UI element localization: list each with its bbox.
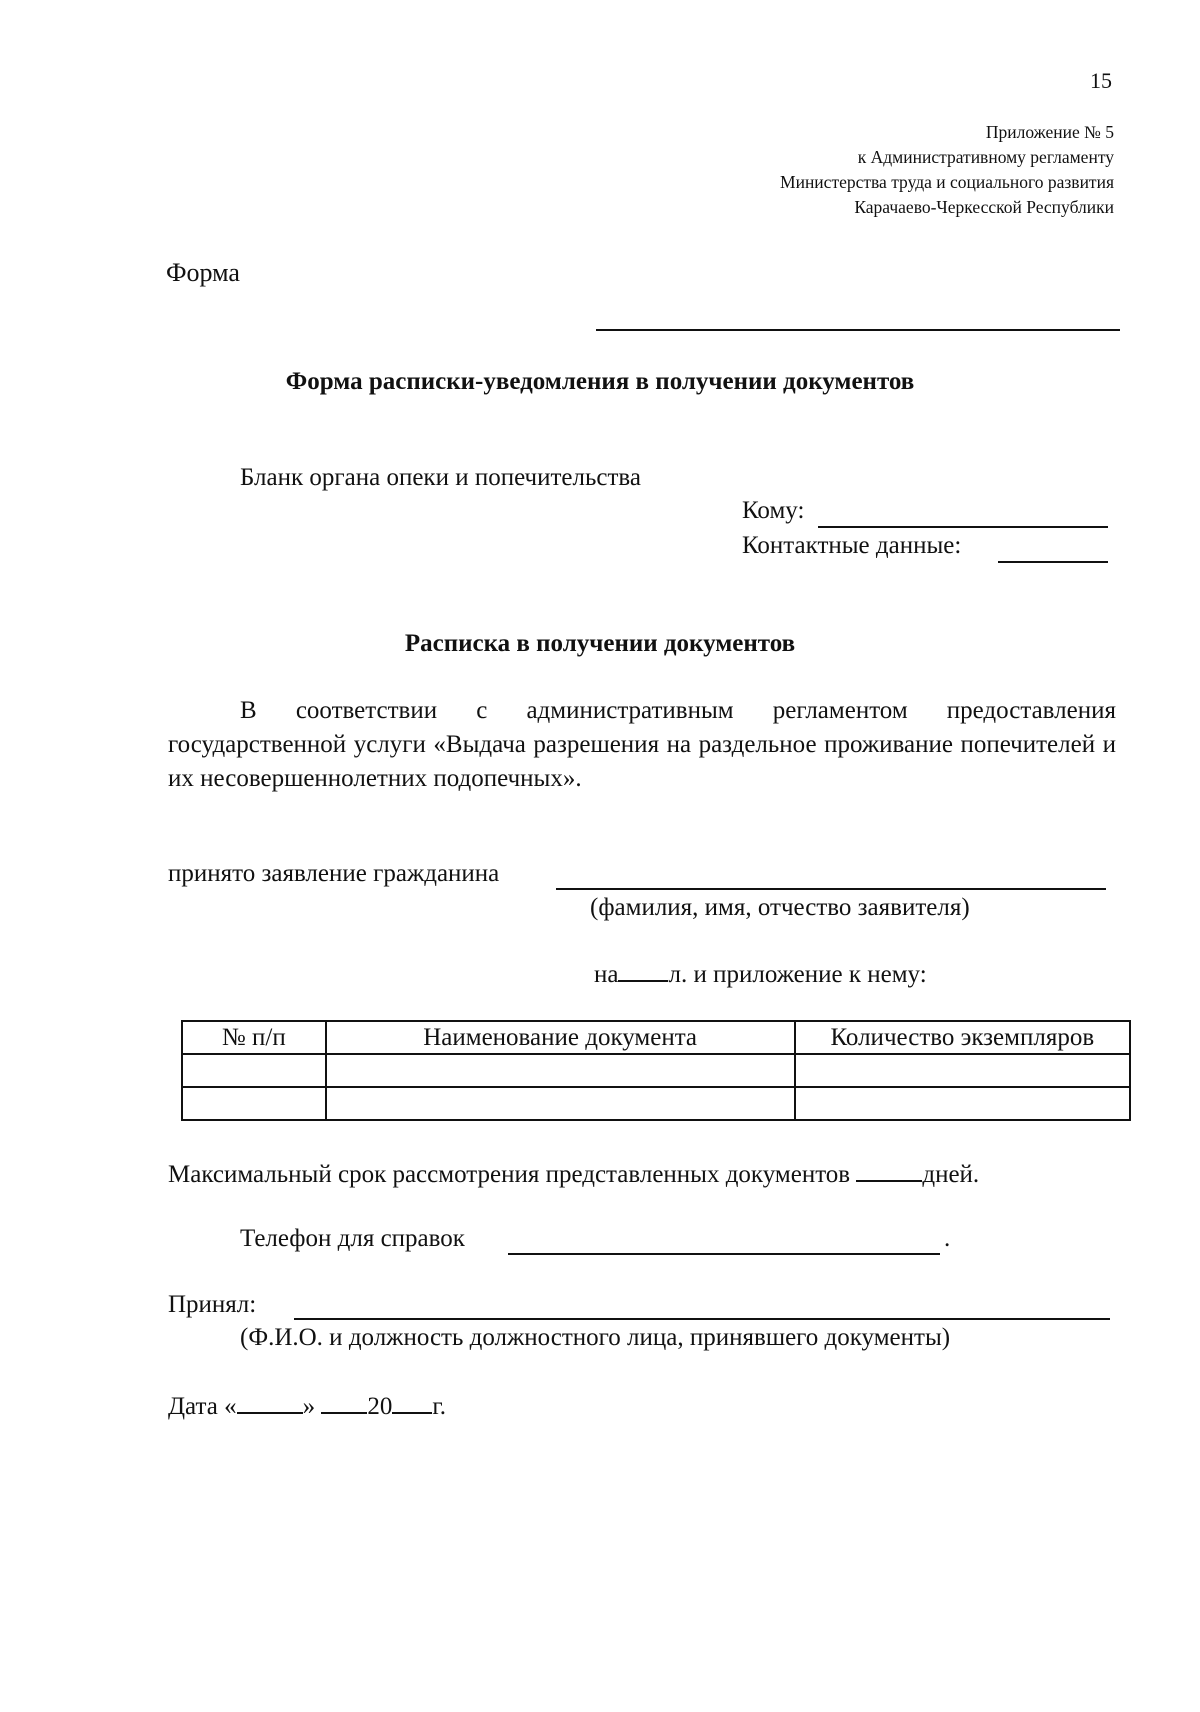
date-year-blank xyxy=(392,1390,432,1414)
appendix-line-1: Приложение № 5 xyxy=(985,122,1114,142)
table-cell xyxy=(326,1054,795,1087)
top-blank-line xyxy=(596,329,1120,331)
form-label: Форма xyxy=(166,258,240,287)
table-cell xyxy=(182,1054,326,1087)
date-close-quote: » xyxy=(302,1393,316,1420)
table-row xyxy=(182,1087,1130,1120)
appendix-line-4: Карачаево-Черкесской Республики xyxy=(854,197,1114,217)
appendix-line-3: Министерства труда и социального развития xyxy=(780,172,1114,192)
max-term-days-blank xyxy=(856,1158,922,1182)
phone-label: Телефон для справок xyxy=(240,1225,465,1252)
appendix-line-2: к Административному регламенту xyxy=(857,147,1114,167)
table-header-row xyxy=(182,1021,1130,1054)
table-cell xyxy=(795,1087,1130,1120)
documents-table xyxy=(181,1020,1131,1121)
table-row xyxy=(182,1054,1130,1087)
date-month-blank xyxy=(321,1390,367,1414)
table-cell xyxy=(795,1054,1130,1087)
max-term-row xyxy=(168,1158,979,1189)
applicant-name-hint: (фамилия, имя, отчество заявителя) xyxy=(590,894,970,921)
date-label: Дата « xyxy=(168,1393,237,1420)
appendix-reference xyxy=(780,120,1114,220)
contacts-field-line xyxy=(998,561,1108,563)
date-day-blank xyxy=(237,1390,303,1414)
date-year-suffix: г. xyxy=(432,1393,447,1420)
date-row xyxy=(168,1390,446,1421)
pages-prefix: на xyxy=(594,961,619,988)
table-header-copies: Количество экземпляров xyxy=(795,1021,1130,1054)
accepted-application-label: принято заявление гражданина xyxy=(168,860,500,887)
contacts-label: Контактные данные: xyxy=(742,532,962,559)
pages-suffix: л. и приложение к нему: xyxy=(668,961,927,988)
phone-end: . xyxy=(944,1225,951,1252)
phone-field-line xyxy=(508,1253,940,1255)
pages-row xyxy=(594,958,927,989)
accepted-by-label: Принял: xyxy=(168,1291,257,1318)
accepted-by-field-line xyxy=(294,1318,1110,1320)
to-field-line xyxy=(818,526,1108,528)
table-cell xyxy=(182,1087,326,1120)
regulation-paragraph: В соответствии с административным регламентом предоставления государственной услуги «Выдача разрешения на раздельное проживание попечителей и их несовершеннолетних подопечных». xyxy=(168,697,1116,792)
applicant-name-line xyxy=(556,888,1106,890)
table-cell xyxy=(326,1087,795,1120)
accepted-by-hint: (Ф.И.О. и должность должностного лица, принявшего документы) xyxy=(240,1324,951,1351)
max-term-suffix: дней. xyxy=(922,1161,980,1188)
date-century: 20 xyxy=(367,1393,393,1420)
page-number: 15 xyxy=(1090,68,1112,93)
guardianship-blank-label: Бланк органа опеки и попечительства xyxy=(240,464,642,491)
receipt-title: Расписка в получении документов xyxy=(404,630,796,657)
to-label: Кому: xyxy=(742,497,805,524)
table-header-document-name: Наименование документа xyxy=(326,1021,795,1054)
max-term-label: Максимальный срок рассмотрения представленных документов xyxy=(168,1161,851,1188)
table-header-number: № п/п xyxy=(182,1021,326,1054)
pages-count-blank xyxy=(618,958,668,982)
document-title: Форма расписки-уведомления в получении документов xyxy=(285,368,915,395)
